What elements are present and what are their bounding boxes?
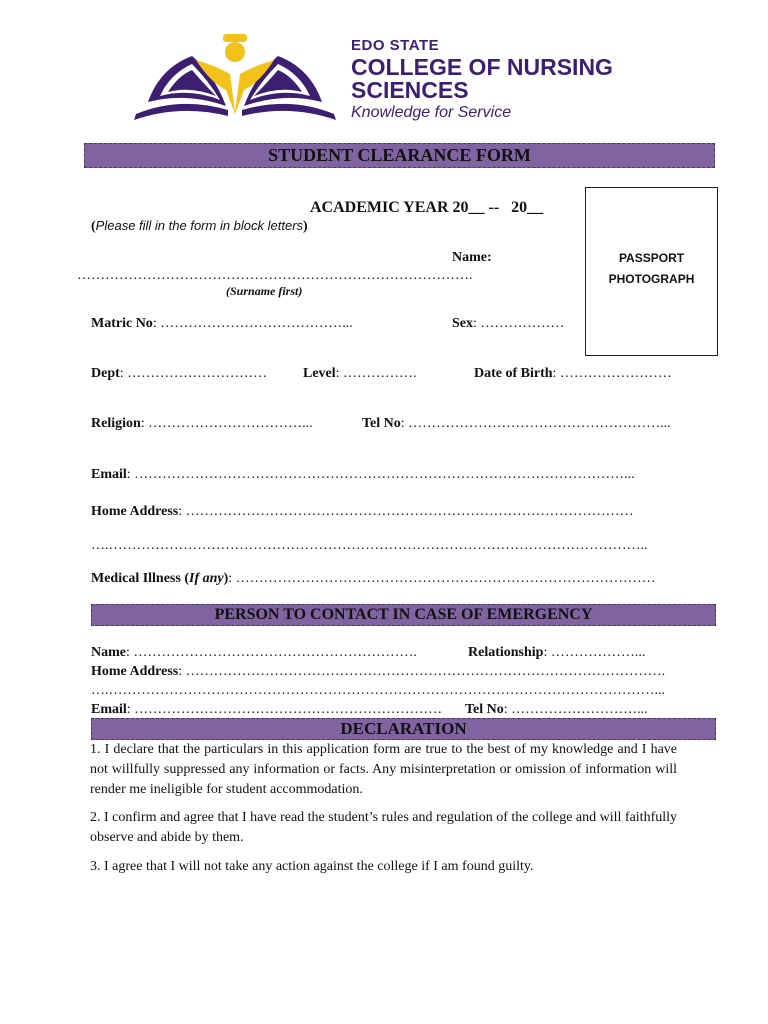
header-state: EDO STATE: [351, 37, 440, 54]
academic-year: ACADEMIC YEAR 20__ -- 20__: [310, 199, 544, 216]
emergency-address-row: [91, 664, 665, 680]
dept-label: Dept: [91, 366, 120, 381]
emergency-banner: [91, 604, 716, 626]
address-field-line2[interactable]: ….……………………………………………………………………………………………………..: [91, 538, 648, 553]
name-field[interactable]: ………………………………………………………………………….: [77, 268, 473, 283]
emergency-name-label: Name: [91, 645, 126, 660]
address-row: [91, 504, 634, 520]
header-motto: Knowledge for Service: [351, 104, 512, 121]
emergency-email-row: [91, 702, 442, 718]
declaration-paragraph-2: 2. I confirm and agree that I have read the student’s rules and regulation of the college and will faithfully observe and abide by them.: [90, 810, 678, 845]
header-college-name-line1: COLLEGE OF NURSING: [351, 54, 613, 80]
emergency-name-field[interactable]: : …………………………………………………….: [126, 645, 417, 660]
dept-field[interactable]: : …………………………: [119, 366, 268, 381]
header-college-name-line2: SCIENCES: [351, 77, 469, 103]
matric-row: [91, 316, 353, 332]
dob-row: [474, 366, 672, 382]
email-label: Email: [91, 467, 127, 482]
matric-label: Matric No: [91, 316, 153, 331]
passport-label-line1: PASSPORT: [618, 251, 685, 265]
dob-field[interactable]: : ……………………: [552, 366, 672, 381]
declaration-title: DECLARATION: [340, 719, 467, 738]
emergency-address-field[interactable]: : ………………………………………………………………………………………….: [178, 664, 666, 679]
address-label: Home Address: [91, 504, 179, 519]
medical-label: Medical Illness (: [91, 571, 189, 586]
instruction-text: Please fill in the form in block letters: [95, 218, 304, 233]
medical-field[interactable]: : ………………………………………………………………………………: [228, 571, 656, 586]
form-instruction: (Please fill in the form in block letters): [91, 218, 308, 234]
sex-label: Sex: [452, 316, 473, 331]
declaration-banner: [91, 718, 716, 740]
tel-row: [362, 416, 671, 432]
matric-field[interactable]: : …………………………………...: [152, 316, 353, 331]
emergency-address-label: Home Address: [91, 664, 179, 679]
level-label: Level: [303, 366, 336, 381]
form-title-banner: [84, 143, 715, 168]
level-field[interactable]: : …………….: [335, 366, 417, 381]
medical-label-italic: If any: [189, 571, 224, 586]
address-field[interactable]: : ……………………………………………………………………………………: [178, 504, 634, 519]
emergency-email-field[interactable]: : …………………………………………………………: [126, 702, 443, 717]
relationship-label: Relationship: [468, 645, 544, 660]
emergency-tel-field[interactable]: : ………………………...: [503, 702, 648, 717]
email-field[interactable]: : ……………………………………………………………………………………………...: [126, 467, 635, 482]
level-row: [303, 366, 417, 382]
emergency-address-field-line2[interactable]: ….………………………………………………………………………………………………………...: [91, 683, 665, 698]
form-title: STUDENT CLEARANCE FORM: [268, 145, 531, 165]
email-row: [91, 467, 635, 483]
declaration-paragraph-1: 1. I declare that the particulars in this application form are true to the best of my knowledge and I have not willfully suppressed any information or facts. Any misinterpretation or omission of information will render me ineligible for student accommodation.: [90, 742, 677, 797]
relationship-row: [468, 645, 645, 661]
dept-row: [91, 366, 267, 382]
emergency-title: PERSON TO CONTACT IN CASE OF EMERGENCY: [214, 606, 593, 623]
emergency-tel-row: [465, 702, 648, 718]
emergency-email-label: Email: [91, 702, 127, 717]
dob-label: Date of Birth: [474, 366, 553, 381]
religion-row: [91, 416, 313, 432]
emergency-tel-label: Tel No: [465, 702, 504, 717]
emergency-name-row: [91, 645, 417, 661]
passport-label-line2: PHOTOGRAPH: [608, 272, 695, 286]
relationship-field[interactable]: : ………………...: [543, 645, 646, 660]
surname-note: (Surname first): [226, 284, 303, 298]
name-label: Name:: [452, 250, 492, 265]
sex-field[interactable]: : ………………: [473, 316, 565, 331]
medical-row: Medical Illness (If any): ………………………………………………………………………………: [91, 571, 656, 586]
college-logo: [130, 30, 340, 122]
religion-label: Religion: [91, 416, 141, 431]
sex-row: [452, 316, 564, 332]
tel-label: Tel No: [362, 416, 401, 431]
passport-photo-box[interactable]: [585, 187, 718, 356]
religion-field[interactable]: : ……………………………...: [140, 416, 313, 431]
declaration-paragraph-3: 3. I agree that I will not take any action against the college if I am found guilty.: [90, 859, 534, 874]
tel-field[interactable]: : ………………………………………………...: [400, 416, 671, 431]
